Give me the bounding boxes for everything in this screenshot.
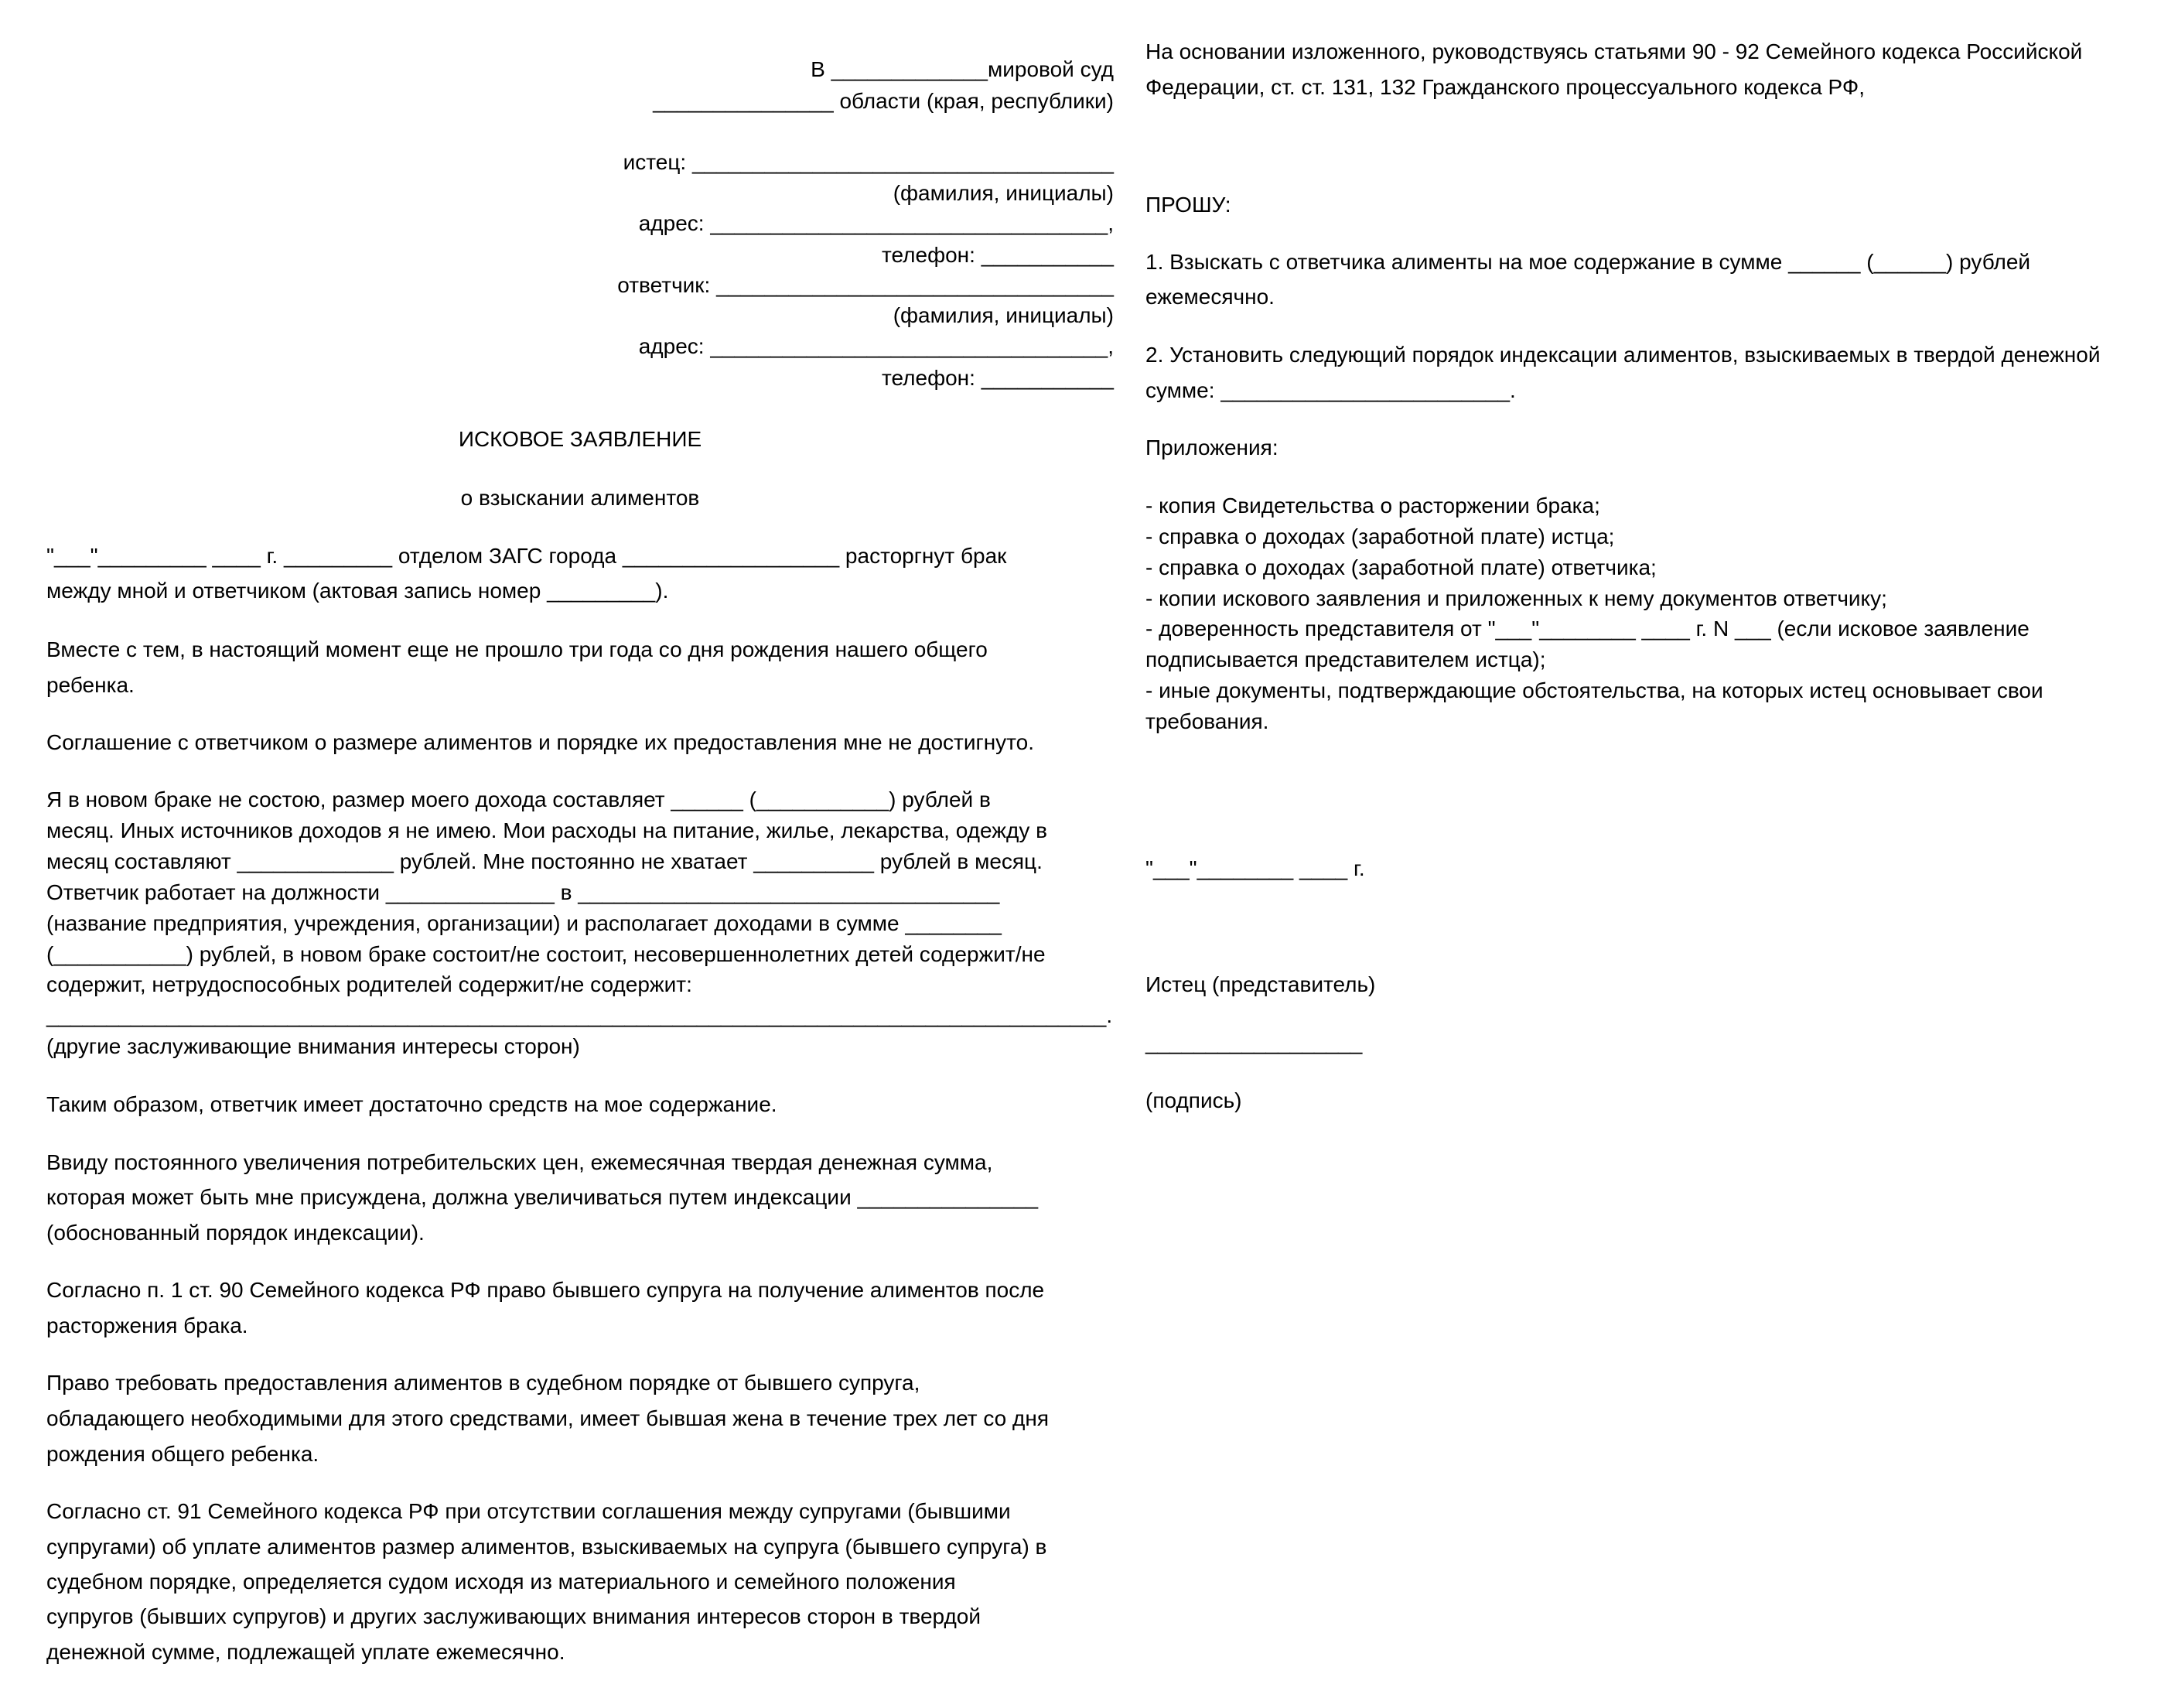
attachment-item: - копии искового заявления и приложенных к нему документов ответчику; (1145, 586, 1887, 610)
right-paragraph-line: 2. Установить следующий порядок индексации алиментов, взыскиваемых в твердой денежной (1145, 343, 2101, 367)
right-paragraph-line: сумме: ________________________. (1145, 378, 1516, 402)
left-paragraph-line: обладающего необходимыми для этого средствами, имеет бывшая жена в течение трех лет со дня (46, 1406, 1049, 1430)
left-paragraph-line: ________________________________________________________________________________________. (46, 1003, 1113, 1027)
left-paragraph-line: Ввиду постоянного увеличения потребительских цен, ежемесячная твердая денежная сумма, (46, 1150, 993, 1174)
left-paragraph-line: месяц. Иных источников доходов я не имею. Мои расходы на питание, жилье, лекарства, одежду в (46, 818, 1047, 842)
left-paragraph-line: Таким образом, ответчик имеет достаточно средств на мое содержание. (46, 1092, 777, 1116)
right-paragraph-line: ежемесячно. (1145, 285, 1275, 309)
left-paragraph-line: Вместе с тем, в настоящий момент еще не прошло три года со дня рождения нашего общего (46, 637, 988, 661)
left-paragraph-line: Право требовать предоставления алиментов в судебном порядке от бывшего супруга, (46, 1371, 920, 1395)
left-paragraph-line: ребенка. (46, 673, 135, 697)
attachment-item: подписывается представителем истца); (1145, 647, 1546, 671)
left-paragraph-line: "___"_________ ____ г. _________ отделом ЗАГС города __________________ расторгнут брак (46, 544, 1007, 568)
attachment-item: - справка о доходах (заработной плате) ответчика; (1145, 555, 1657, 579)
left-paragraph-line: (другие заслуживающие внимания интересы сторон) (46, 1034, 580, 1058)
attachment-item: - доверенность представителя от "___"________ ____ г. N ___ (если исковое заявление (1145, 617, 2030, 640)
plaintiff-address-line: адрес: _________________________________, (638, 211, 1114, 235)
left-paragraph-line: (название предприятия, учреждения, организации) и располагает доходами в сумме ________ (46, 911, 1002, 935)
court-region-line: _______________ области (края, республики) (653, 89, 1114, 113)
left-paragraph-line: (___________) рублей, в новом браке состоит/не состоит, несовершеннолетних детей содержит/не (46, 942, 1046, 966)
left-paragraph-line: супругов (бывших супругов) и других заслуживающих внимания интересов сторон в твердой (46, 1604, 981, 1628)
left-paragraph-line: между мной и ответчиком (актовая запись номер _________). (46, 579, 669, 603)
left-paragraph-line: которая может быть мне присуждена, должна увеличиваться путем индексации _______________ (46, 1185, 1039, 1209)
date-line: "___"________ ____ г. (1145, 856, 1365, 880)
left-paragraph-line: месяц составляют _____________ рублей. Мне постоянно не хватает __________ рублей в месяц. (46, 849, 1043, 873)
left-paragraph-line: расторжения брака. (46, 1313, 248, 1337)
left-paragraph-line: супругами) об уплате алиментов размер алиментов, взыскиваемых на супруга (бывшего супруга) в (46, 1535, 1047, 1559)
document-subtitle: о взыскании алиментов (460, 486, 700, 510)
left-paragraph-line: содержит, нетрудоспособных родителей содержит/не содержит: (46, 972, 692, 996)
plaintiff-line: истец: ___________________________________ (623, 150, 1114, 174)
attachment-item: - иные документы, подтверждающие обстоятельства, на которых истец основывает свои (1145, 678, 2043, 702)
left-paragraph-line: рождения общего ребенка. (46, 1442, 319, 1466)
court-line: В _____________мировой суд (811, 57, 1114, 81)
request-heading: ПРОШУ: (1145, 193, 1231, 217)
left-paragraph-line: Согласно п. 1 ст. 90 Семейного кодекса РФ право бывшего супруга на получение алиментов после (46, 1278, 1045, 1302)
signer-label: Истец (представитель) (1145, 972, 1376, 996)
signature-line: __________________ (1145, 1030, 1363, 1054)
left-paragraph-line: Соглашение с ответчиком о размере алиментов и порядке их предоставления мне не достигнуто. (46, 730, 1035, 754)
defendant-name-hint: (фамилия, инициалы) (893, 303, 1114, 327)
defendant-address-line: адрес: _________________________________, (638, 334, 1114, 358)
left-paragraph-line: судебном порядке, определяется судом исходя из материального и семейного положения (46, 1570, 956, 1594)
left-paragraph-line: (обоснованный порядок индексации). (46, 1221, 425, 1245)
plaintiff-name-hint: (фамилия, инициалы) (893, 181, 1114, 205)
attachment-item: требования. (1145, 709, 1269, 733)
left-paragraph-line: Согласно ст. 91 Семейного кодекса РФ при отсутствии соглашения между супругами (бывшими (46, 1499, 1011, 1523)
right-paragraph-line: На основании изложенного, руководствуясь статьями 90 - 92 Семейного кодекса Российской (1145, 39, 2083, 63)
right-paragraph-line: Федерации, ст. ст. 131, 132 Гражданского процессуального кодекса РФ, (1145, 75, 1865, 99)
document-title: ИСКОВОЕ ЗАЯВЛЕНИЕ (458, 427, 702, 451)
left-paragraph-line: Ответчик работает на должности ______________ в ___________________________________ (46, 880, 1000, 904)
attachment-item: - справка о доходах (заработной плате) истца; (1145, 524, 1615, 548)
defendant-phone-line: телефон: ___________ (882, 366, 1114, 390)
left-paragraph-line: Я в новом браке не состою, размер моего дохода составляет ______ (___________) рублей в (46, 787, 991, 811)
attachments-heading: Приложения: (1145, 436, 1278, 459)
signature-hint: (подпись) (1145, 1088, 1242, 1112)
attachment-item: - копия Свидетельства о расторжении брака; (1145, 494, 1600, 518)
right-paragraph-line: 1. Взыскать с ответчика алименты на мое содержание в сумме ______ (______) рублей (1145, 250, 2031, 274)
defendant-line: ответчик: _________________________________ (617, 273, 1114, 297)
plaintiff-phone-line: телефон: ___________ (882, 243, 1114, 267)
left-paragraph-line: денежной сумме, подлежащей уплате ежемесячно. (46, 1640, 565, 1664)
